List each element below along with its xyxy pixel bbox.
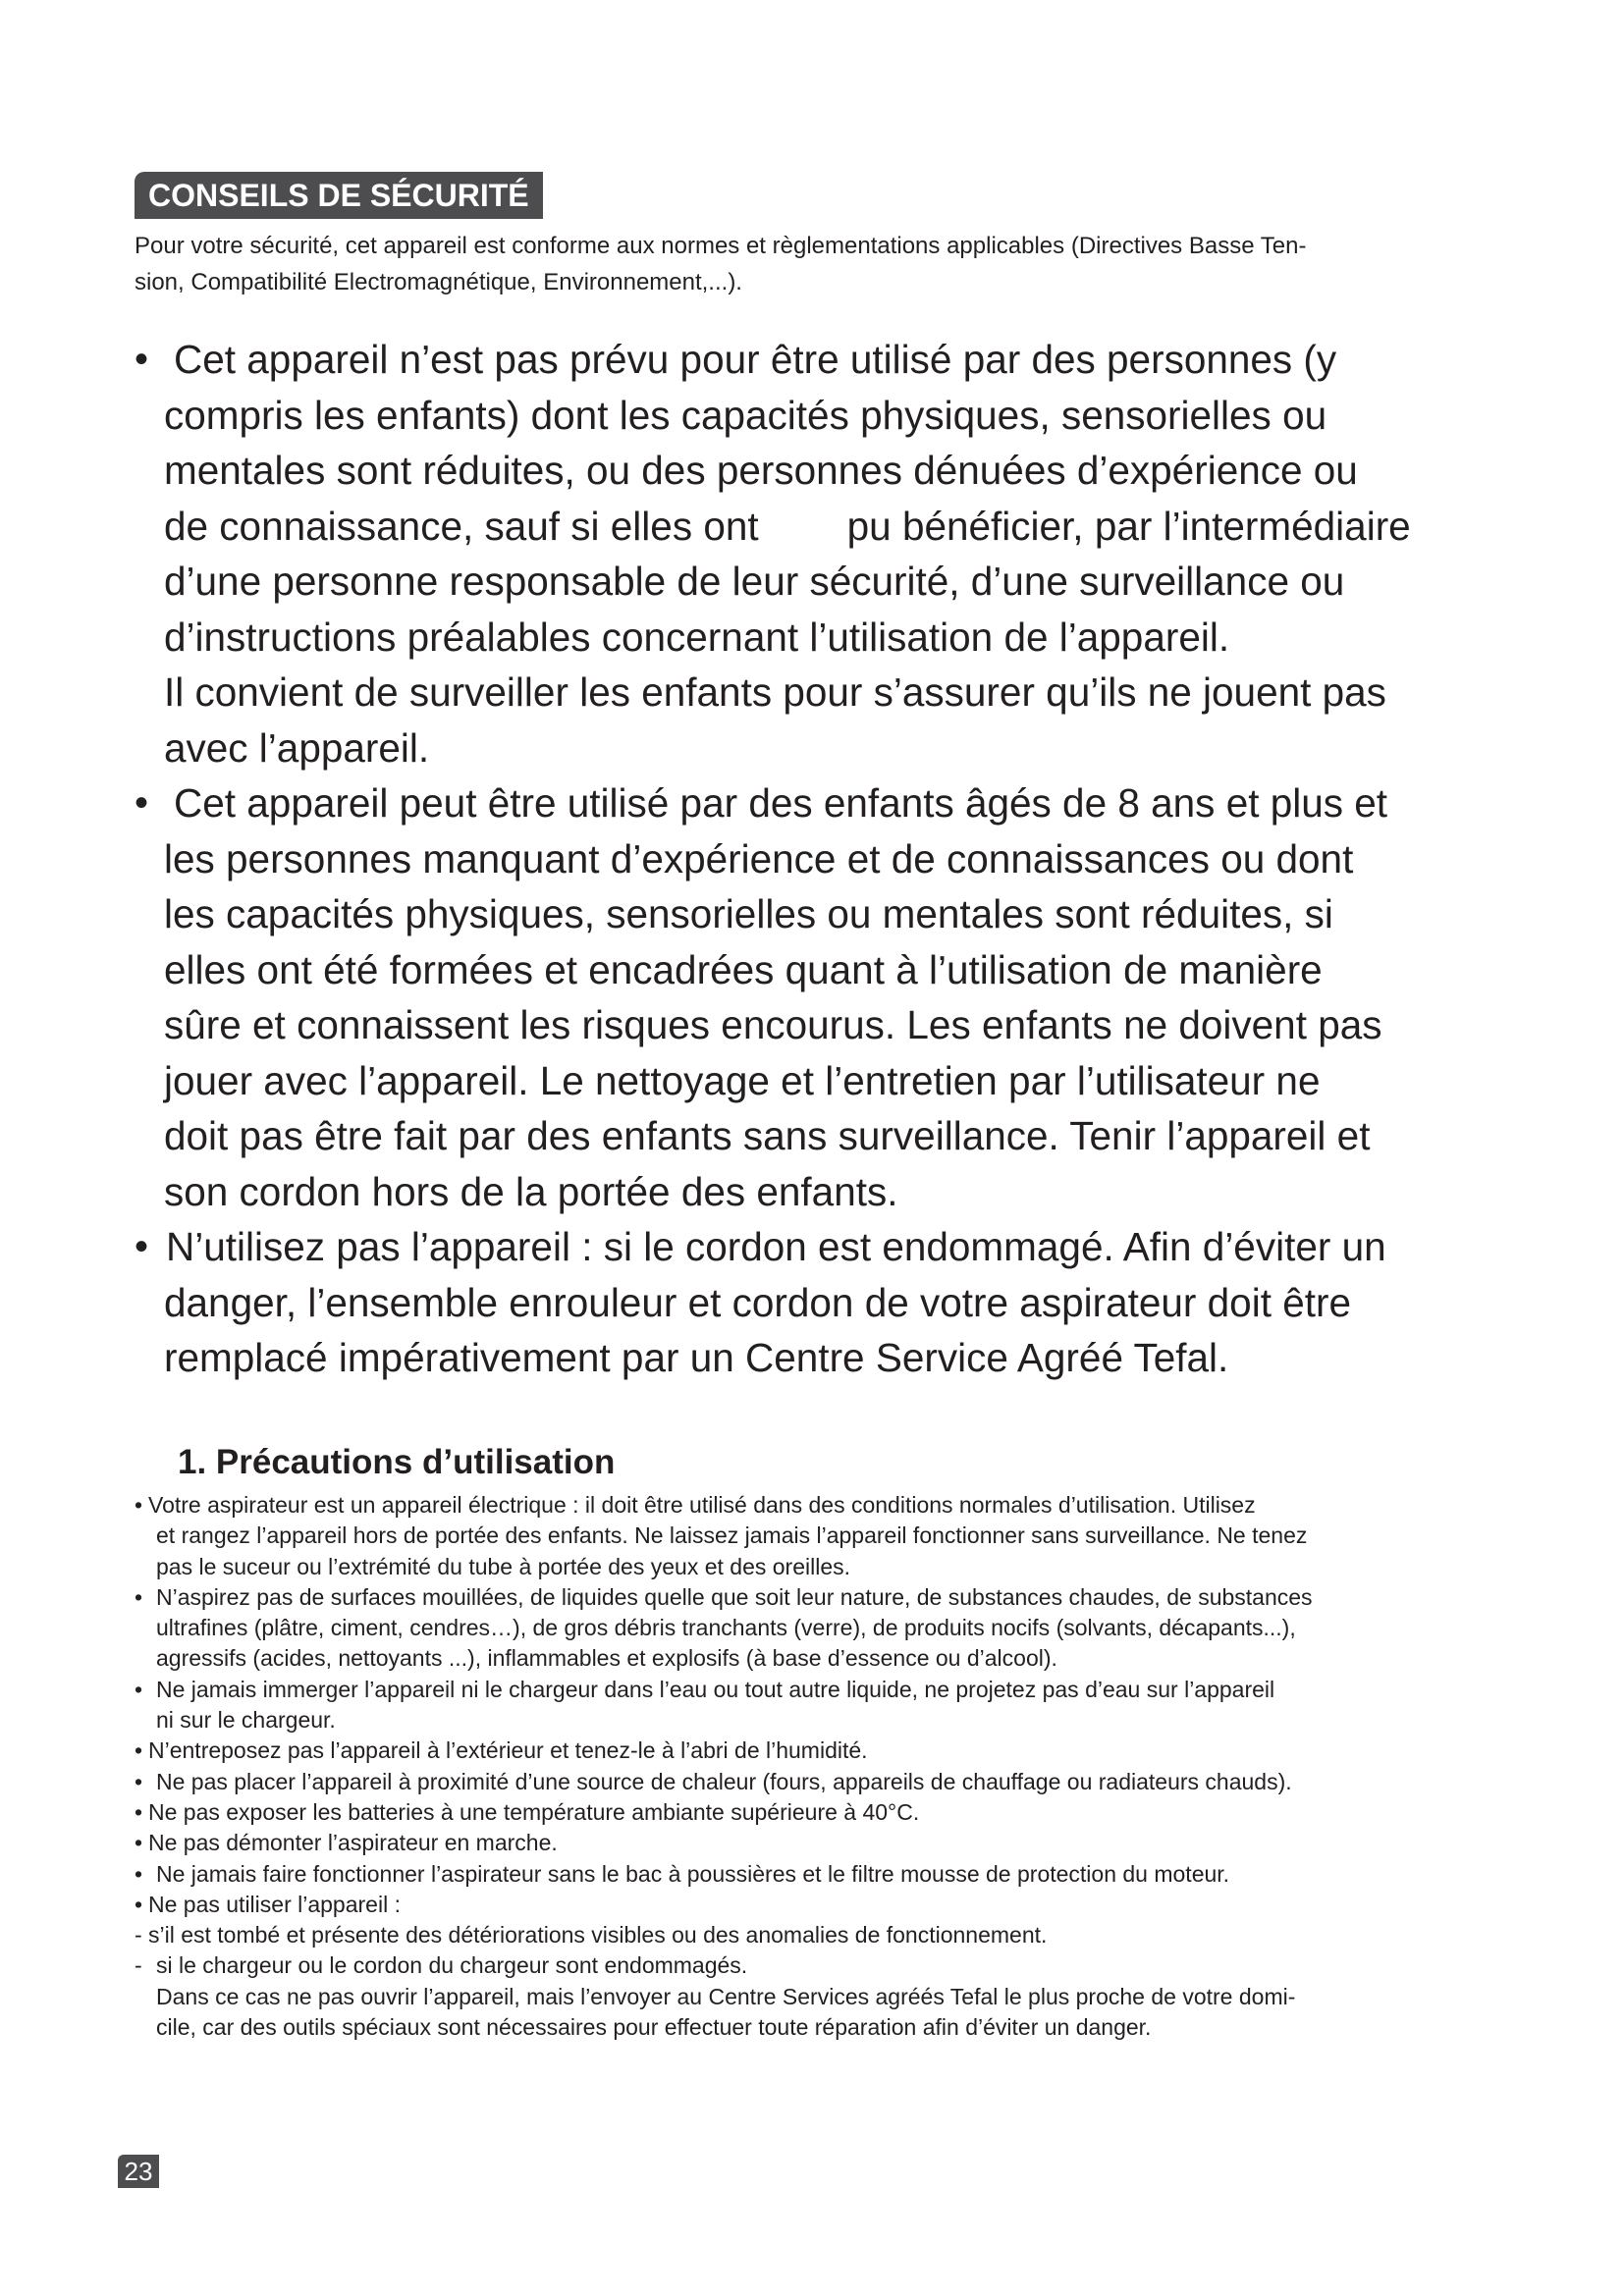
precaution-line: pas le suceur ou l’extrémité du tube à portée des yeux et des oreilles. — [156, 1553, 851, 1579]
warning-line: Cet appareil peut être utilisé par des enfants âgés de 8 ans et plus et — [174, 780, 1388, 826]
intro-line: sion, Compatibilité Electromagnétique, Environnement,...). — [135, 269, 742, 295]
dash-icon: - — [135, 1922, 142, 1949]
page-number: 23 — [118, 2155, 159, 2188]
precaution-line: Ne pas utiliser l’appareil : — [148, 1891, 401, 1917]
precaution-line: Votre aspirateur est un appareil électrique : il doit être utilisé dans des conditions normales d’utilisation. Utilisez — [148, 1492, 1256, 1518]
warnings-list — [135, 332, 1588, 1386]
warning-line: les capacités physiques, sensorielles ou mentales sont réduites, si — [164, 891, 1333, 936]
warning-item — [135, 1219, 1588, 1386]
warning-line: les personnes manquant d’expérience et de connaissances ou dont — [164, 835, 1354, 881]
precaution-line: ultrafines (plâtre, ciment, cendres…), de gros débris tranchants (verre), de produits nocifs (solvants, décapants...), — [156, 1615, 1296, 1641]
warning-item — [135, 775, 1588, 1219]
warning-line: remplacé impérativement par un Centre Service Agréé Tefal. — [164, 1335, 1229, 1380]
precaution-line: Ne jamais faire fonctionner l’aspirateur sans le bac à poussières et le filtre mousse de protection du moteur. — [156, 1860, 1230, 1887]
warning-line: elles ont été formées et encadrées quant à l’utilisation de manière — [164, 946, 1323, 992]
precaution-line: Ne pas exposer les batteries à une température ambiante supérieure à 40°C. — [148, 1798, 920, 1825]
bullet-icon: • — [135, 1891, 143, 1917]
bullet-icon: • — [135, 1492, 143, 1518]
precaution-line: ni sur le chargeur. — [156, 1707, 336, 1734]
warning-line: d’une personne responsable de leur sécurité, d’une surveillance ou — [164, 559, 1345, 604]
warning-line: avec l’appareil. — [164, 724, 430, 771]
precautions-title: 1. Précautions d’utilisation — [178, 1443, 616, 1481]
precaution-line: s’il est tombé et présente des détériorations visibles ou des anomalies de fonctionnement. — [148, 1922, 1048, 1949]
bullet-icon: • — [135, 781, 149, 825]
precaution-line: Ne pas démonter l’aspirateur en marche. — [148, 1830, 558, 1856]
precaution-line: N’entreposez pas l’appareil à l’extérieur et tenez-le à l’abri de l’humidité. — [148, 1737, 868, 1764]
warning-line: compris les enfants) dont les capacités physiques, sensorielles ou — [164, 392, 1327, 438]
dash-icon: - — [135, 1952, 142, 1979]
warning-line: Il convient de surveiller les enfants pour s’assurer qu’ils ne jouent pas — [164, 669, 1386, 715]
bullet-icon: • — [135, 1830, 143, 1856]
precaution-item — [135, 1767, 1509, 1797]
warning-line: de connaissance, sauf si elles ont pu bénéficier, par l’intermédiaire — [164, 503, 1411, 549]
warning-line: jouer avec l’appareil. Le nettoyage et l’entretien par l’utilisateur ne — [164, 1057, 1321, 1103]
bullet-icon: • — [135, 1583, 143, 1610]
bullet-icon: • — [135, 1225, 149, 1268]
precaution-line: Ne jamais immerger l’appareil ni le chargeur dans l’eau ou tout autre liquide, ne projetez pas d’eau sur l’appareil — [156, 1676, 1275, 1702]
warning-line: sûre et connaissent les risques encourus. Les enfants ne doivent pas — [164, 1002, 1382, 1047]
warning-line: doit pas être fait par des enfants sans surveillance. Tenir l’appareil et — [164, 1113, 1371, 1158]
precaution-line: cile, car des outils spéciaux sont nécessaires pour effectuer toute réparation afin d’éviter un danger. — [156, 2014, 1152, 2041]
precaution-item — [135, 1490, 1509, 1582]
precaution-item — [135, 1828, 1509, 1858]
precaution-line: N’aspirez pas de surfaces mouillées, de liquides quelle que soit leur nature, de substances chaudes, de substances — [156, 1583, 1313, 1610]
bullet-icon: • — [135, 1737, 143, 1764]
precaution-item — [135, 1797, 1509, 1828]
intro-line: Pour votre sécurité, cet appareil est conforme aux normes et règlementations applicables (Directives Basse Ten- — [135, 233, 1307, 259]
precautions-list — [135, 1490, 1509, 2043]
warning-line: son cordon hors de la portée des enfants. — [164, 1168, 898, 1214]
precaution-line: agressifs (acides, nettoyants ...), inflammables et explosifs (à base d’essence ou d’alcool). — [156, 1645, 1057, 1672]
bullet-icon: • — [135, 1676, 143, 1702]
warning-line: Cet appareil n’est pas prévu pour être utilisé par des personnes (y — [174, 337, 1337, 382]
intro-paragraph — [135, 228, 1480, 300]
precaution-item — [135, 1582, 1509, 1675]
bullet-icon: • — [135, 1860, 143, 1887]
precaution-line: Dans ce cas ne pas ouvrir l’appareil, mais l’envoyer au Centre Services agréés Tefal le plus proche de votre domi- — [156, 1983, 1296, 2009]
precaution-item — [135, 1735, 1509, 1766]
precaution-line: et rangez l’appareil hors de portée des enfants. Ne laissez jamais l’appareil fonctionner sans surveillance. Ne tenez — [156, 1522, 1308, 1549]
precaution-item — [135, 1920, 1509, 1950]
warning-line: danger, l’ensemble enrouleur et cordon de votre aspirateur doit être — [164, 1279, 1351, 1325]
precaution-item — [135, 1890, 1509, 1920]
precaution-item — [135, 1859, 1509, 1890]
warning-item — [135, 332, 1588, 775]
warning-line: d’instructions préalables concernant l’utilisation de l’appareil. — [164, 614, 1230, 660]
section-title: CONSEILS DE SÉCURITÉ — [135, 172, 543, 219]
warning-line: mentales sont réduites, ou des personnes dénuées d’expérience ou — [164, 448, 1358, 493]
bullet-icon: • — [135, 1798, 143, 1825]
precaution-line: si le chargeur ou le cordon du chargeur sont endommagés. — [156, 1952, 748, 1979]
warning-line: N’utilisez pas l’appareil : si le cordon est endommagé. Afin d’éviter un — [166, 1224, 1386, 1269]
precaution-line: Ne pas placer l’appareil à proximité d’une source de chaleur (fours, appareils de chauffage ou radiateurs chauds). — [156, 1768, 1292, 1794]
precaution-item — [135, 1675, 1509, 1736]
precaution-item — [135, 1950, 1509, 2043]
bullet-icon: • — [135, 1768, 143, 1794]
bullet-icon: • — [135, 338, 149, 381]
